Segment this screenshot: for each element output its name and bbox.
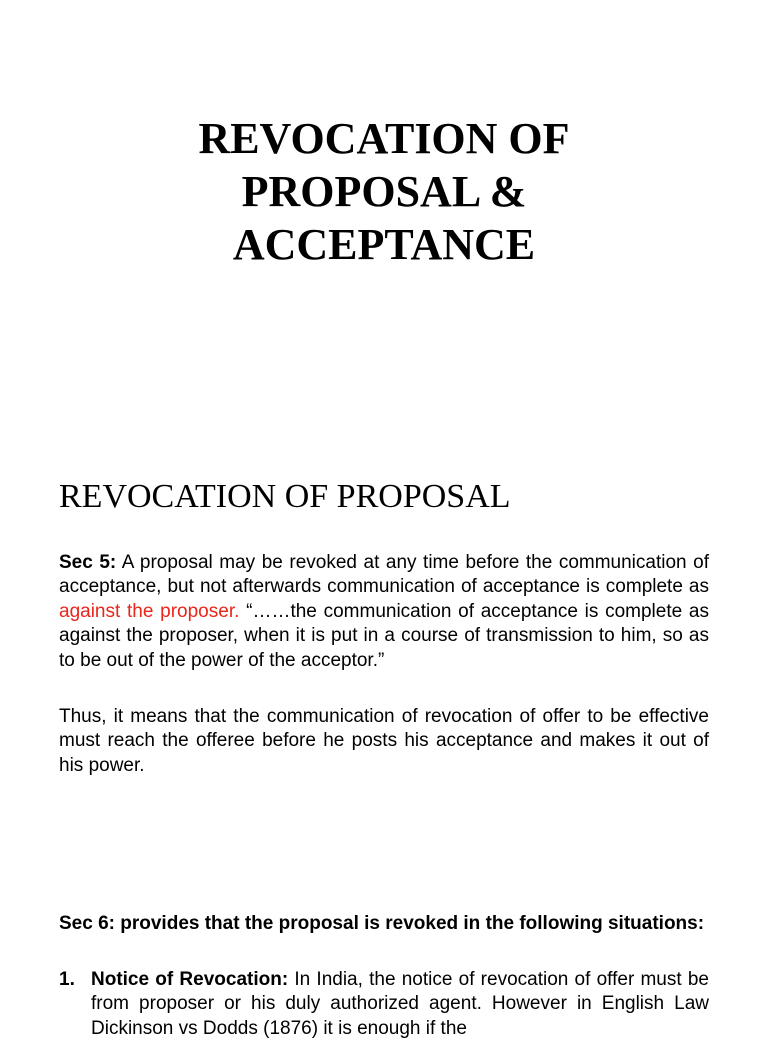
title-line-2: PROPOSAL & [241,167,527,216]
list-item-body: In India, the notice of revocation of offer must be from proposer or his duly authorized agent. However in English Law Dickinson vs Dodds (1876) it is enough if the [91,969,709,1039]
sec5-paragraph [59,551,709,673]
thus-paragraph: Thus, it means that the communication of revocation of offer to be effective must reach the offeree before he posts his acceptance and makes it out of his power. [59,706,709,776]
title-line-1: REVOCATION OF [198,114,570,163]
sec5-text-b: “……the communication of acceptance is complete as against the proposer, when it is put in a course of transmission to him, so as to be out of the power of the acceptor.” [59,600,709,671]
sec5-text-a: A proposal may be revoked at any time before the communication of acceptance, but not afterwards communication of acceptance is complete as [59,552,709,598]
sec5-label: Sec 5: [59,552,117,573]
list-item-text [91,968,709,1041]
sec6-paragraph [59,912,709,936]
sec6-text: provides that the proposal is revoked in the following situations: [114,913,705,934]
list-item [59,968,709,1041]
sec5-highlight: against the proposer. [59,600,240,622]
revocation-list [59,968,709,1041]
section-heading: REVOCATION OF PROPOSAL [59,478,511,515]
list-item-number: 1. [59,969,75,990]
sec6-label: Sec 6: [59,913,115,934]
title-line-3: ACCEPTANCE [232,220,536,269]
page-title [0,112,768,271]
list-item-label: Notice of Revocation: [91,969,289,990]
